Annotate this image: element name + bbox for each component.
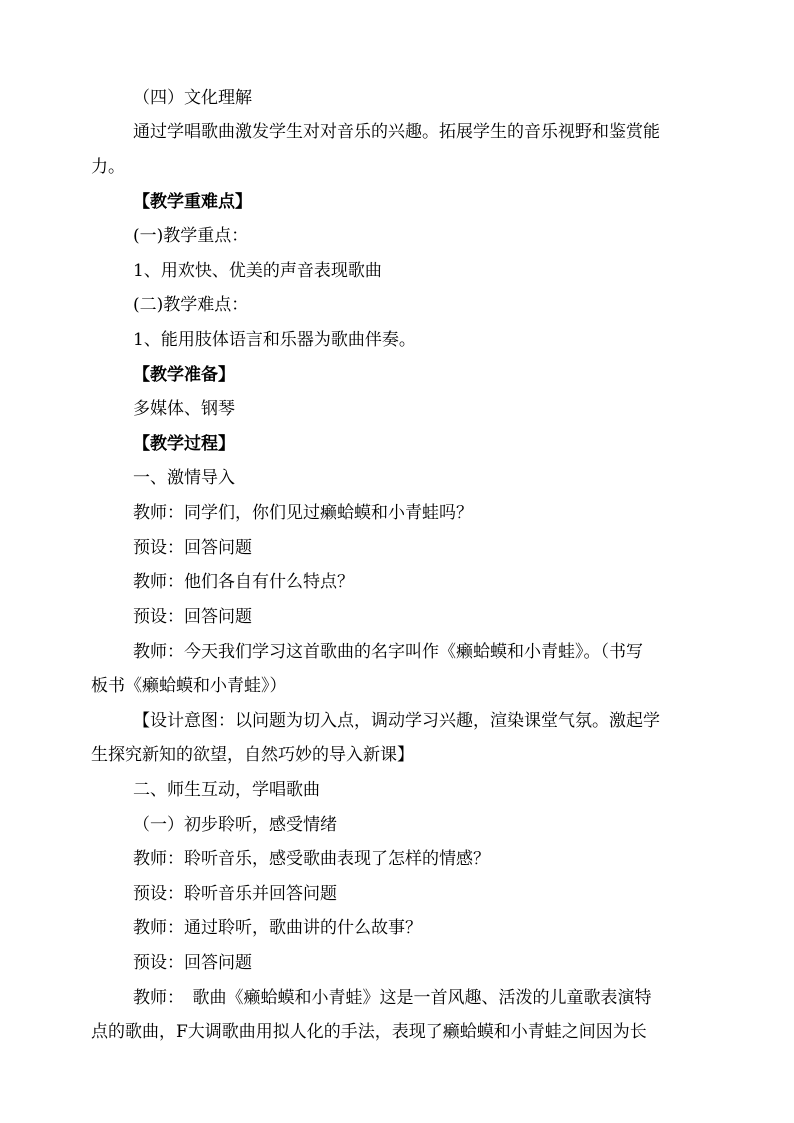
dialogue-line: 预设：回答问题	[133, 538, 252, 558]
list-item: 1、用欢快、优美的声音表现歌曲	[133, 261, 382, 281]
paragraph-line: 通过学唱歌曲激发学生对对音乐的兴趣。拓展学生的音乐视野和鉴赏能	[133, 122, 660, 142]
design-intent-line: 生探究新知的欲望，自然巧妙的导入新课】	[91, 745, 414, 765]
subheading-step-one: 一、激情导入	[133, 468, 235, 488]
dialogue-line: 点的歌曲，F大调歌曲用拟人化的手法，表现了癞蛤蟆和小青蛙之间因为长	[91, 1022, 647, 1042]
dialogue-line: 预设：聆听音乐并回答问题	[133, 884, 337, 904]
dialogue-line: 教师：他们各自有什么特点？	[133, 572, 354, 592]
list-item: 1、能用肢体语言和乐器为歌曲伴奏。	[133, 330, 416, 350]
dialogue-line: 教师： 歌曲《癞蛤蟆和小青蛙》这是一首风趣、活泼的儿童歌表演特	[133, 988, 652, 1008]
section-heading-culture: （四）文化理解	[133, 88, 252, 108]
dialogue-line: 教师：聆听音乐，感受歌曲表现了怎样的情感？	[133, 849, 490, 869]
dialogue-line: 教师：通过聆听，歌曲讲的什么故事？	[133, 918, 422, 938]
paragraph-line: 多媒体、钢琴	[133, 399, 235, 419]
subheading-listening: （一）初步聆听，感受情绪	[133, 815, 337, 835]
section-heading-key-points: 【教学重难点】	[133, 192, 252, 212]
dialogue-line: 教师：今天我们学习这首歌曲的名字叫作《癞蛤蟆和小青蛙》。（书写	[133, 642, 643, 662]
subheading-step-two: 二、师生互动，学唱歌曲	[133, 780, 320, 800]
subheading-difficult-point: (二)教学难点：	[133, 295, 249, 315]
dialogue-line: 板书《癞蛤蟆和小青蛙》）	[91, 676, 287, 696]
section-heading-preparation: 【教学准备】	[133, 365, 235, 385]
dialogue-line: 教师：同学们，你们见过癞蛤蟆和小青蛙吗？	[133, 503, 473, 523]
paragraph-line: 力。	[91, 157, 125, 177]
dialogue-line: 预设：回答问题	[133, 607, 252, 627]
dialogue-line: 预设：回答问题	[133, 953, 252, 973]
subheading-key-point: (一)教学重点：	[133, 226, 249, 246]
design-intent-line: 【设计意图：以问题为切入点，调动学习兴趣，渲染课堂气氛。激起学	[133, 711, 660, 731]
section-heading-process: 【教学过程】	[133, 434, 235, 454]
